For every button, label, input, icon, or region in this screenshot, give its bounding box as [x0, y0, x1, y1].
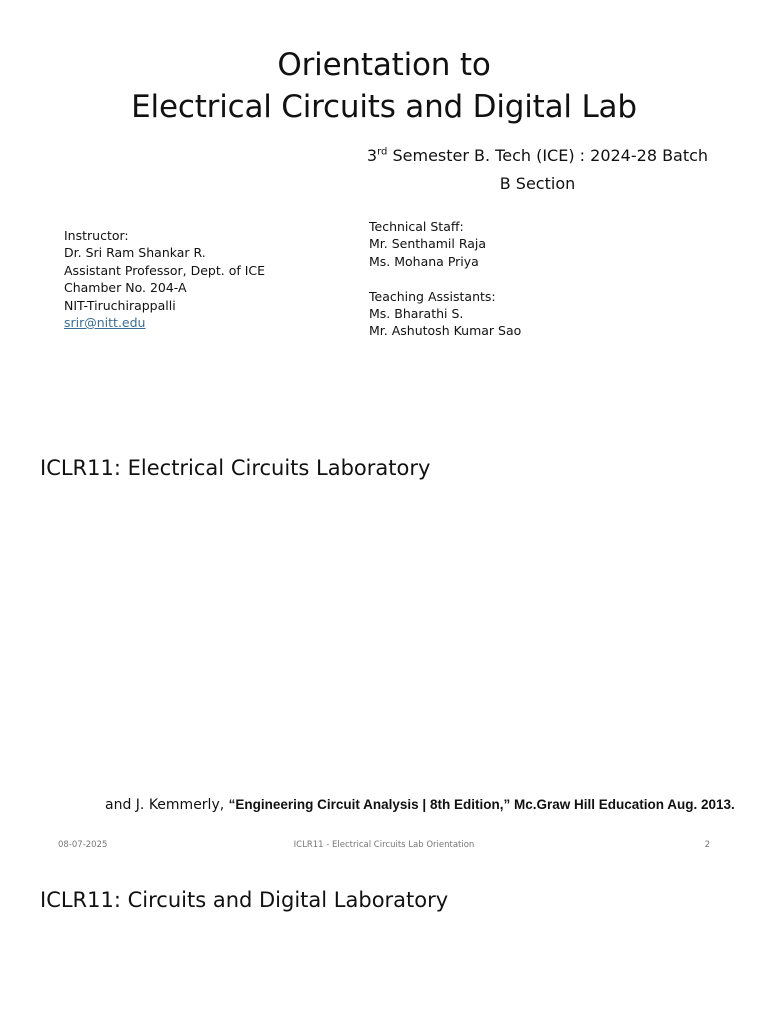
technical-staff-member: Mr. Senthamil Raja: [369, 236, 487, 252]
slide-subtitle: [330, 142, 745, 198]
section-line: B Section: [499, 174, 576, 193]
reference-authors: and J. Kemmerly,: [105, 797, 229, 813]
instructor-institute: NIT-Tiruchirappalli: [64, 297, 176, 313]
semester-number: 3: [366, 146, 378, 165]
teaching-assistant-member: Ms. Bharathi S.: [369, 306, 464, 322]
semester-ordinal: rd: [377, 146, 388, 158]
teaching-assistants-label: Teaching Assistants:: [369, 288, 496, 304]
instructor-chamber: Chamber No. 204-A: [64, 280, 187, 296]
spacer: [369, 270, 521, 287]
instructor-email-link[interactable]: srir@nitt.edu: [64, 315, 146, 331]
slide-heading: ICLR11: Electrical Circuits Laboratory: [40, 456, 431, 480]
instructor-name: Dr. Sri Ram Shankar R.: [64, 245, 206, 261]
instructor-designation: Assistant Professor, Dept. of ICE: [64, 262, 266, 278]
footer-title: ICLR11 - Electrical Circuits Lab Orientation: [293, 840, 475, 850]
slide-circuits-digital-lab: [0, 864, 768, 1024]
instructor-label: Instructor:: [64, 228, 129, 243]
technical-staff-member: Ms. Mohana Priya: [369, 253, 479, 269]
footer-date: 08-07-2025: [58, 840, 108, 850]
reference-citation: [105, 795, 735, 815]
staff-block: [369, 218, 521, 340]
instructor-block: [64, 227, 265, 331]
title-line-2: Electrical Circuits and Digital Lab: [131, 89, 637, 125]
slide-electrical-circuits-lab: [0, 432, 768, 864]
reference-title: “Engineering Circuit Analysis | 8th Edition,” Mc.Graw Hill Education Aug. 2013.: [228, 797, 735, 812]
semester-line: [330, 142, 745, 170]
technical-staff-label: Technical Staff:: [369, 219, 464, 234]
slide-orientation: [0, 0, 768, 432]
slide-heading: ICLR11: Circuits and Digital Laboratory: [40, 888, 449, 912]
slide-title: [0, 44, 768, 128]
footer-page-number: 2: [704, 840, 710, 850]
title-line-1: Orientation to: [277, 47, 491, 83]
teaching-assistant-member: Mr. Ashutosh Kumar Sao: [369, 323, 522, 339]
semester-text: Semester B. Tech (ICE) : 2024-28 Batch: [387, 146, 709, 165]
